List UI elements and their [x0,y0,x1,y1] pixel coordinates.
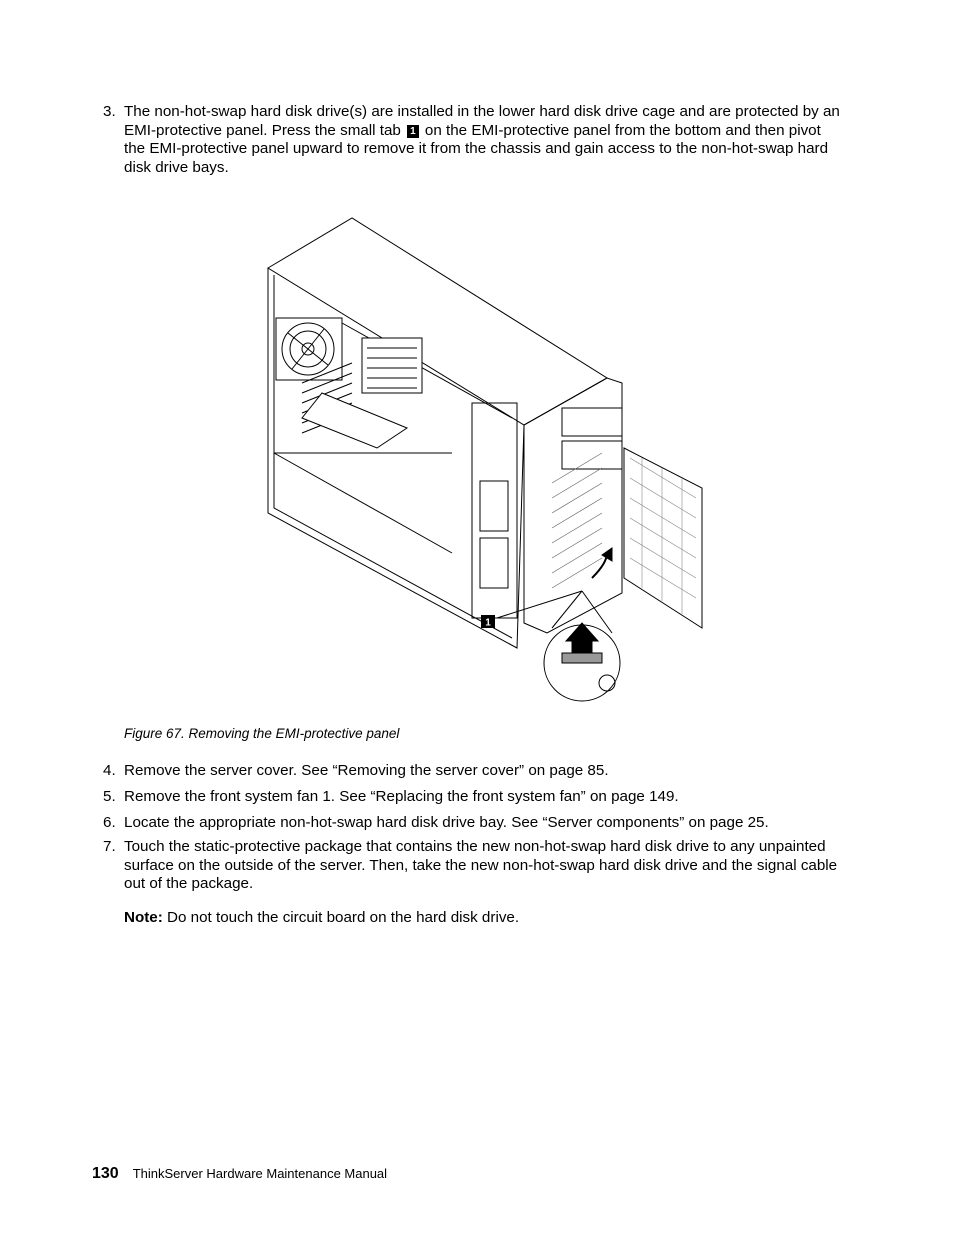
step-7 [103,838,843,894]
step-text: Remove the front system fan 1. See “Replacing the front system fan” on page 149. [124,788,679,805]
step-text: Locate the appropriate non-hot-swap hard disk drive bay. See “Server components” on page 25. [124,814,769,831]
step-number: 6. [103,814,116,831]
step-number: 5. [103,788,116,805]
step-text-continued: on the EMI-protective panel from the bottom and then pivot the EMI-protective panel upward to remove it from the chassis and gain access to the non-hot-swap hard disk drive bays. [124,121,829,176]
note-text: Do not touch the circuit board on the hard disk drive. [162,909,520,926]
step-text: Touch the static-protective package that contains the new non-hot-swap hard disk drive to any unpainted surface on the outside of the server. Then, take the new non-hot-swap hard disk drive and the signal cable out of the package. [124,838,838,893]
note-label: Note: [124,909,163,926]
note [124,909,519,926]
page-number: 130 [92,1165,119,1182]
step-text: The non-hot-swap hard disk drive(s) are installed in the lower hard disk drive cage and are protected by an EMI-protective panel. Press the small tab [124,103,840,139]
manual-title: ThinkServer Hardware Maintenance Manual [132,1166,388,1181]
heatsink-icon [362,338,422,393]
step-5 [103,788,843,807]
detail-zoom-icon [544,623,620,701]
figure-callout: 1 [485,617,491,629]
callout-badge: 1 [407,125,419,138]
figure-emi-panel [262,213,707,705]
server-chassis-illustration [262,213,707,705]
step-4 [103,762,843,781]
step-text: Remove the server cover. See “Removing the server cover” on page 85. [124,762,609,779]
figure-caption: Figure 67. Removing the EMI-protective panel [124,726,400,741]
step-3 [103,103,843,177]
step-number: 4. [103,762,116,779]
step-number: 3. [103,103,116,120]
step-6 [103,814,843,833]
page-footer [92,1165,387,1183]
front-door-icon [624,448,702,628]
step-number: 7. [103,838,116,855]
